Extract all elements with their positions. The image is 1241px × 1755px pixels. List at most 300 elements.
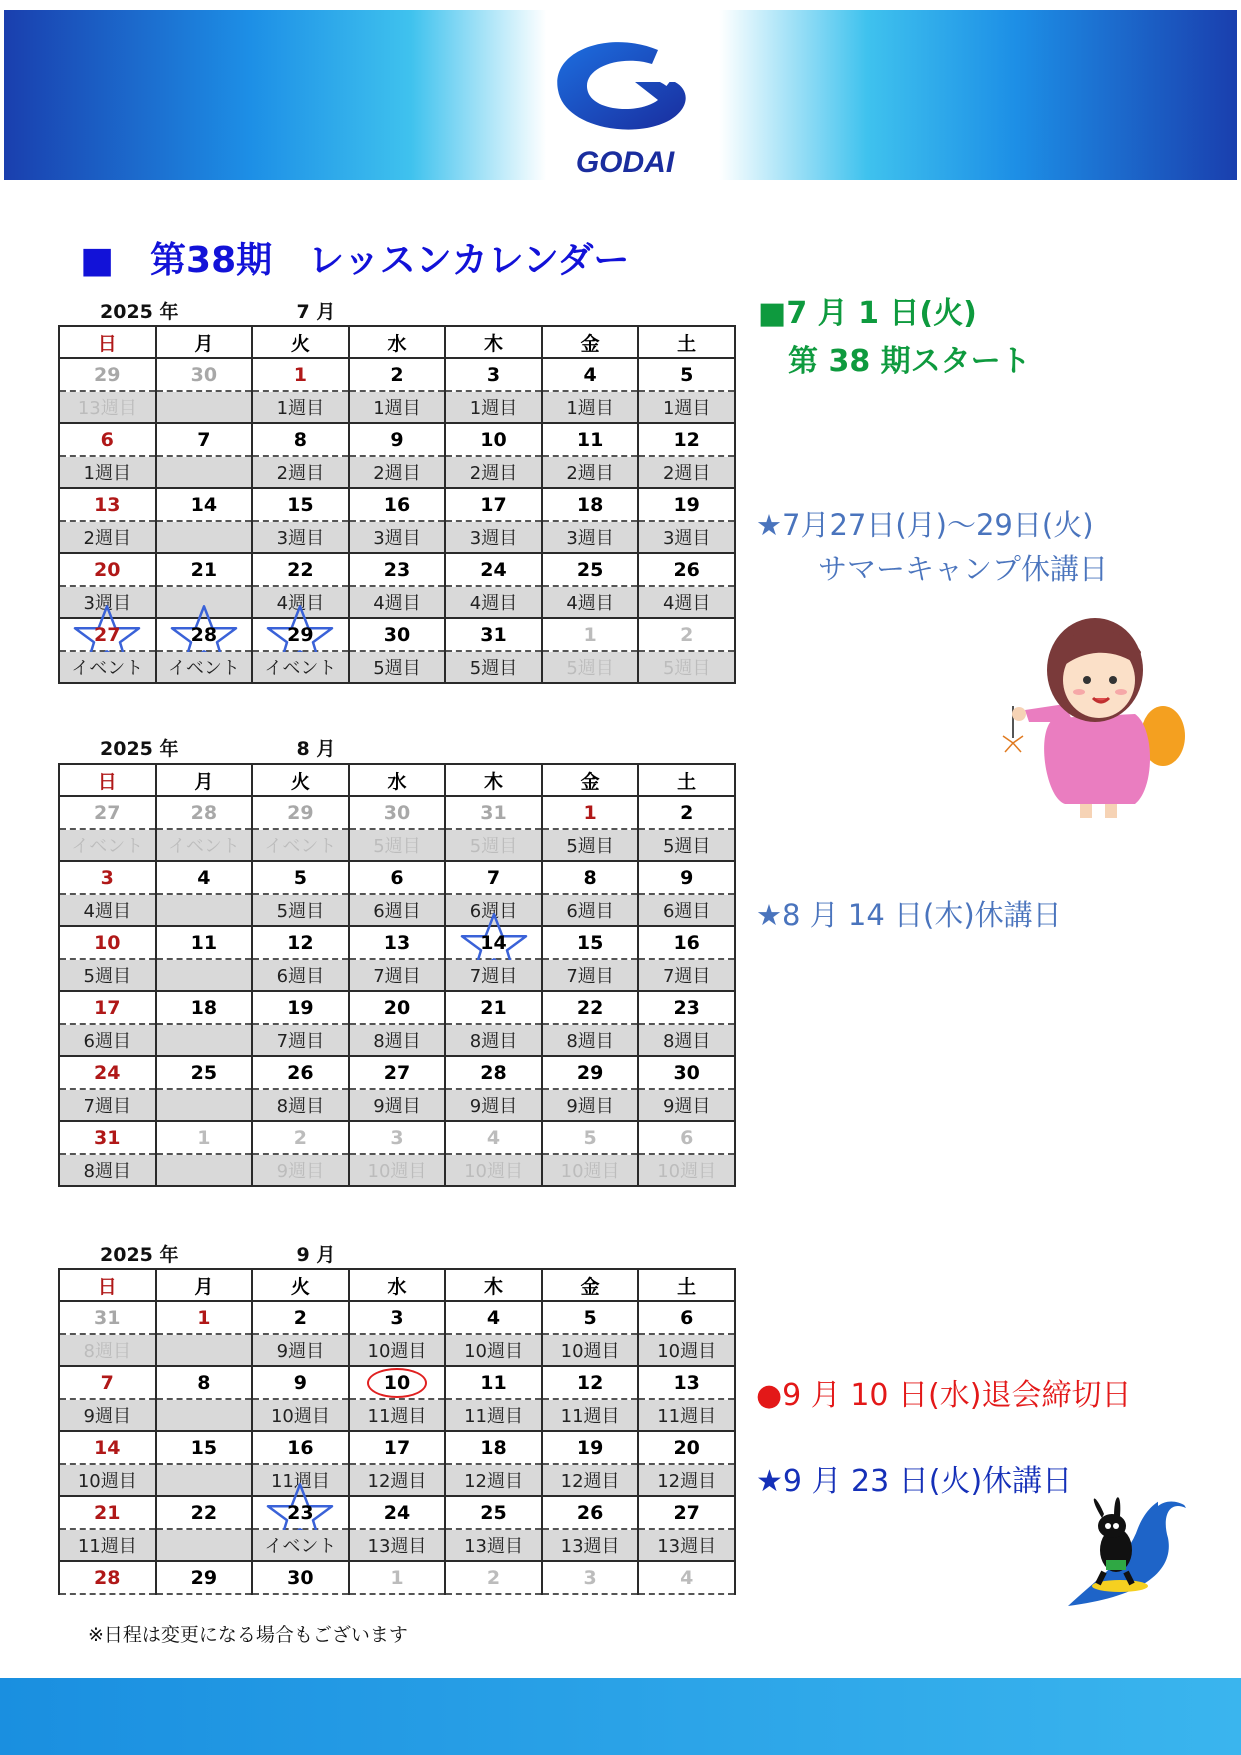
day-cell (59, 618, 156, 651)
week-label-cell: 5週目 (349, 651, 446, 683)
day-cell (349, 553, 446, 586)
day-number: 18 (576, 493, 604, 516)
day-cell (252, 1301, 349, 1334)
day-number: 21 (190, 558, 218, 581)
week-label-cell: 11週目 (638, 1399, 735, 1431)
week-label-cell: 8週目 (59, 1334, 156, 1366)
day-cell (252, 861, 349, 894)
day-number: 14 (480, 931, 507, 954)
week-label-cell: 3週目 (252, 521, 349, 553)
weekday-thu: 木 (445, 1269, 542, 1301)
day-cell (638, 926, 735, 959)
week-label-cell (156, 521, 253, 553)
week-label-cell: 7週目 (638, 959, 735, 991)
day-number: 29 (576, 1061, 604, 1084)
day-cell (156, 618, 253, 651)
week-label-cell: 5週目 (542, 651, 639, 683)
day-cell (542, 553, 639, 586)
day-number: 30 (383, 623, 411, 646)
day-cell (156, 796, 253, 829)
day-cell (349, 1496, 446, 1529)
month-heading-july: 2025 年 7 月 (100, 301, 336, 323)
day-number: 3 (100, 866, 114, 889)
day-cell (638, 1121, 735, 1154)
weekday-sun: 日 (59, 1269, 156, 1301)
august-holiday-note: ★8 月 14 日(木)休講日 (756, 898, 1062, 932)
day-cell (252, 796, 349, 829)
day-number: 17 (383, 1436, 411, 1459)
day-number: 28 (94, 1566, 121, 1589)
day-cell (59, 796, 156, 829)
day-number: 23 (383, 558, 411, 581)
week-label-cell: 13週目 (349, 1529, 446, 1561)
day-number: 23 (673, 996, 700, 1019)
week-label-cell: 6週目 (252, 959, 349, 991)
week-label-cell: 9週目 (59, 1399, 156, 1431)
weekday-tue: 火 (252, 1269, 349, 1301)
calendar-july (58, 325, 736, 684)
day-number: 16 (383, 493, 411, 516)
day-number: 10 (383, 1371, 411, 1394)
day-cell (445, 796, 542, 829)
day-number: 17 (94, 996, 121, 1019)
week-label-cell: 10週目 (445, 1154, 542, 1186)
day-cell (252, 1431, 349, 1464)
day-cell (638, 861, 735, 894)
day-number: 4 (486, 1306, 501, 1329)
day-number: 12 (576, 1371, 604, 1394)
week-label-cell: 13週目 (542, 1529, 639, 1561)
september-holiday-note: ★9 月 23 日(火)休講日 (756, 1464, 1073, 1499)
day-number: 6 (680, 1306, 694, 1329)
week-label-cell: 12週目 (349, 1464, 446, 1496)
day-number: 31 (94, 1126, 121, 1149)
day-cell (638, 358, 735, 391)
week-label-cell: イベント (59, 651, 156, 683)
day-cell (638, 618, 735, 651)
day-number: 1 (197, 1126, 211, 1149)
weekday-tue: 火 (252, 764, 349, 796)
footer-bar (0, 1678, 1241, 1755)
day-number: 20 (383, 996, 411, 1019)
weekday-sun: 日 (59, 764, 156, 796)
day-number: 25 (480, 1501, 507, 1524)
day-number: 27 (94, 623, 121, 646)
weekday-fri: 金 (542, 326, 639, 358)
day-number: 1 (390, 1566, 404, 1589)
week-label-cell: 12週目 (638, 1464, 735, 1496)
day-number: 29 (190, 1566, 218, 1589)
week-label-cell: イベント (59, 829, 156, 861)
week-label-cell: 6週目 (59, 1024, 156, 1056)
day-number: 3 (390, 1126, 404, 1149)
day-cell (445, 991, 542, 1024)
day-number: 7 (100, 1371, 114, 1394)
weekday-fri: 金 (542, 764, 639, 796)
week-label-cell: 2週目 (542, 456, 639, 488)
week-label-cell: 4週目 (252, 586, 349, 618)
week-label-cell: イベント (156, 829, 253, 861)
day-number: 10 (94, 931, 121, 954)
day-number: 14 (94, 1436, 121, 1459)
week-label-cell: 4週目 (349, 586, 446, 618)
day-cell (252, 488, 349, 521)
week-label-cell (156, 1089, 253, 1121)
day-number: 4 (486, 1126, 501, 1149)
week-label-cell: 13週目 (59, 391, 156, 423)
day-number: 2 (680, 801, 694, 824)
week-label-cell: 11週目 (445, 1399, 542, 1431)
week-label-cell: 7週目 (252, 1024, 349, 1056)
week-label-cell: 5週目 (638, 651, 735, 683)
day-cell (59, 1121, 156, 1154)
weekday-sun: 日 (59, 326, 156, 358)
day-cell (638, 488, 735, 521)
week-label-cell: 7週目 (445, 959, 542, 991)
week-label-cell: 6週目 (445, 894, 542, 926)
day-number: 20 (94, 558, 121, 581)
day-cell (542, 796, 639, 829)
godai-logo (540, 32, 710, 182)
day-cell (59, 553, 156, 586)
week-label-cell: 6週目 (349, 894, 446, 926)
withdraw-deadline-note: ●9 月 10 日(水)退会締切日 (756, 1378, 1132, 1413)
day-number: 12 (673, 428, 700, 451)
day-cell (349, 1431, 446, 1464)
day-number: 25 (190, 1061, 218, 1084)
day-number: 22 (287, 558, 314, 581)
day-number: 6 (680, 1126, 694, 1149)
day-number: 19 (287, 996, 314, 1019)
week-label-cell: 12週目 (542, 1464, 639, 1496)
day-number: 29 (287, 801, 314, 824)
week-label-cell: 1週目 (638, 391, 735, 423)
day-number: 5 (293, 866, 308, 889)
week-label-cell: 4週目 (638, 586, 735, 618)
week-label-cell (156, 1334, 253, 1366)
day-cell (349, 618, 446, 651)
day-cell (445, 618, 542, 651)
day-number: 31 (480, 801, 507, 824)
day-number: 4 (197, 866, 211, 889)
week-label-cell: 6週目 (638, 894, 735, 926)
day-cell (59, 1496, 156, 1529)
day-cell (542, 1561, 639, 1594)
day-cell (445, 1121, 542, 1154)
weekday-mon: 月 (156, 1269, 253, 1301)
girl-sparkler-illustration (995, 618, 1185, 818)
day-cell (156, 1301, 253, 1334)
week-label-cell: 5週目 (638, 829, 735, 861)
week-label-cell: 5週目 (349, 829, 446, 861)
day-cell (445, 926, 542, 959)
day-number: 5 (583, 1306, 597, 1329)
day-number: 6 (100, 428, 114, 451)
day-cell (445, 1056, 542, 1089)
week-label-cell: 8週目 (638, 1024, 735, 1056)
week-label-cell: 5週目 (445, 829, 542, 861)
day-number: 2 (390, 363, 404, 386)
day-cell (638, 1496, 735, 1529)
week-label-cell: 10週目 (445, 1334, 542, 1366)
day-number: 2 (293, 1306, 308, 1329)
day-cell (638, 796, 735, 829)
day-number: 7 (486, 866, 501, 889)
day-cell (638, 1301, 735, 1334)
week-label-cell: 2週目 (252, 456, 349, 488)
day-cell (59, 991, 156, 1024)
day-number: 13 (673, 1371, 700, 1394)
day-number: 8 (197, 1371, 211, 1394)
week-label-cell: 1週目 (542, 391, 639, 423)
day-number: 8 (583, 866, 597, 889)
weekday-fri: 金 (542, 1269, 639, 1301)
day-cell (349, 1121, 446, 1154)
week-label-cell: 7週目 (542, 959, 639, 991)
day-cell (252, 553, 349, 586)
day-number: 9 (680, 866, 694, 889)
week-label-cell: 5週目 (59, 959, 156, 991)
day-cell (349, 796, 446, 829)
week-label-cell: 9週目 (638, 1089, 735, 1121)
day-cell (542, 358, 639, 391)
day-number: 28 (190, 801, 218, 824)
day-cell (349, 1366, 446, 1399)
day-cell (445, 1301, 542, 1334)
day-cell (156, 991, 253, 1024)
day-cell (349, 488, 446, 521)
day-cell (638, 1431, 735, 1464)
day-cell (59, 1301, 156, 1334)
day-cell (542, 423, 639, 456)
week-label-cell: 5週目 (445, 651, 542, 683)
weekday-wed: 水 (349, 326, 446, 358)
day-number: 11 (190, 931, 218, 954)
week-label-cell: イベント (252, 651, 349, 683)
day-number: 1 (293, 363, 308, 386)
week-label-cell (156, 586, 253, 618)
day-cell (252, 358, 349, 391)
weekday-sat: 土 (638, 764, 735, 796)
week-label-cell (156, 894, 253, 926)
week-label-cell: 3週目 (349, 521, 446, 553)
weekday-thu: 木 (445, 326, 542, 358)
weekday-wed: 水 (349, 1269, 446, 1301)
day-number: 1 (583, 623, 597, 646)
day-cell (445, 1366, 542, 1399)
week-label-cell: 13週目 (445, 1529, 542, 1561)
day-number: 26 (673, 558, 700, 581)
week-label-cell: 10週目 (349, 1334, 446, 1366)
week-label-cell: イベント (252, 829, 349, 861)
day-number: 3 (583, 1566, 597, 1589)
brand-name: GODAI (575, 146, 675, 179)
week-label-cell (156, 959, 253, 991)
day-cell (156, 1496, 253, 1529)
day-cell (445, 553, 542, 586)
week-label-cell: 11週目 (252, 1464, 349, 1496)
week-label-cell: 3週目 (542, 521, 639, 553)
day-cell (252, 926, 349, 959)
week-label-cell: 2週目 (349, 456, 446, 488)
day-cell (59, 1056, 156, 1089)
day-cell (59, 488, 156, 521)
day-number: 13 (383, 931, 411, 954)
day-number: 30 (190, 363, 218, 386)
day-number: 6 (390, 866, 404, 889)
week-label-cell: 8週目 (445, 1024, 542, 1056)
month-heading-september: 2025 年 9 月 (100, 1244, 336, 1266)
week-label-cell: 8週目 (542, 1024, 639, 1056)
day-number: 11 (480, 1371, 507, 1394)
day-cell (252, 423, 349, 456)
day-cell (638, 1056, 735, 1089)
day-cell (349, 991, 446, 1024)
day-cell (59, 926, 156, 959)
week-label-cell: 8週目 (59, 1154, 156, 1186)
week-label-cell: 4週目 (59, 894, 156, 926)
day-cell (59, 358, 156, 391)
day-number: 31 (94, 1306, 121, 1329)
week-label-cell: 10週目 (638, 1154, 735, 1186)
day-number: 7 (197, 428, 211, 451)
calendar-august (58, 763, 736, 1187)
day-number: 24 (383, 1501, 411, 1524)
day-number: 2 (486, 1566, 501, 1589)
day-cell (59, 1561, 156, 1594)
day-cell (542, 488, 639, 521)
weekday-sat: 土 (638, 326, 735, 358)
day-number: 19 (576, 1436, 604, 1459)
day-number: 29 (287, 623, 314, 646)
day-number: 3 (486, 363, 501, 386)
day-number: 15 (287, 493, 314, 516)
week-label-cell: イベント (252, 1529, 349, 1561)
day-cell (542, 1366, 639, 1399)
day-number: 23 (287, 1501, 314, 1524)
day-number: 8 (293, 428, 308, 451)
week-label-cell: 4週目 (542, 586, 639, 618)
day-cell (156, 1056, 253, 1089)
week-label-cell: 12週目 (445, 1464, 542, 1496)
day-cell (59, 1431, 156, 1464)
day-cell (638, 553, 735, 586)
day-number: 15 (190, 1436, 218, 1459)
day-cell (445, 358, 542, 391)
week-label-cell: 3週目 (445, 521, 542, 553)
week-label-cell (156, 1529, 253, 1561)
week-label-cell: 10週目 (252, 1399, 349, 1431)
day-cell (252, 618, 349, 651)
week-label-cell (156, 391, 253, 423)
day-cell (252, 1561, 349, 1594)
week-label-cell: 2週目 (445, 456, 542, 488)
day-number: 22 (190, 1501, 218, 1524)
footnote: ※日程は変更になる場合もございます (88, 1624, 408, 1646)
day-cell (445, 861, 542, 894)
week-label-cell: 7週目 (59, 1089, 156, 1121)
week-label-cell: 11週目 (542, 1399, 639, 1431)
day-cell (59, 1366, 156, 1399)
week-label-cell (156, 1154, 253, 1186)
day-cell (542, 861, 639, 894)
month-heading-august: 2025 年 8 月 (100, 738, 336, 760)
day-number: 27 (673, 1501, 700, 1524)
day-cell (349, 926, 446, 959)
day-number: 22 (576, 996, 604, 1019)
day-number: 27 (383, 1061, 411, 1084)
day-cell (542, 1431, 639, 1464)
day-number: 14 (190, 493, 218, 516)
week-label-cell: 1週目 (59, 456, 156, 488)
day-number: 5 (680, 363, 694, 386)
weekday-wed: 水 (349, 764, 446, 796)
day-cell (542, 991, 639, 1024)
week-label-cell (156, 1464, 253, 1496)
day-number: 25 (576, 558, 604, 581)
day-number: 30 (673, 1061, 700, 1084)
day-number: 16 (673, 931, 700, 954)
day-number: 24 (480, 558, 507, 581)
day-number: 10 (480, 428, 507, 451)
week-label-cell: 8週目 (349, 1024, 446, 1056)
day-cell (445, 488, 542, 521)
week-label-cell: 1週目 (252, 391, 349, 423)
week-label-cell (156, 456, 253, 488)
day-cell (542, 1496, 639, 1529)
day-cell (542, 926, 639, 959)
day-cell (638, 423, 735, 456)
week-label-cell: 10週目 (59, 1464, 156, 1496)
week-label-cell: イベント (156, 651, 253, 683)
day-cell (542, 618, 639, 651)
day-cell (445, 1431, 542, 1464)
page-title: ■ 第38期 レッスンカレンダー (80, 240, 630, 281)
week-label-cell: 9週目 (445, 1089, 542, 1121)
day-cell (252, 1056, 349, 1089)
day-cell (156, 1431, 253, 1464)
day-number: 13 (94, 493, 121, 516)
day-number: 3 (390, 1306, 404, 1329)
day-cell (349, 861, 446, 894)
day-cell (156, 423, 253, 456)
week-label-cell: 4週目 (445, 586, 542, 618)
day-number: 26 (576, 1501, 604, 1524)
summer-camp-note: ★7月27日(月)～29日(火) サマーキャンプ休講日 (756, 508, 1109, 586)
week-label-cell: 11週目 (349, 1399, 446, 1431)
day-cell (445, 1561, 542, 1594)
week-label-cell: 7週目 (349, 959, 446, 991)
day-cell (349, 1301, 446, 1334)
day-number: 30 (287, 1566, 314, 1589)
day-cell (156, 1121, 253, 1154)
week-label-cell (156, 1399, 253, 1431)
day-number: 4 (680, 1566, 694, 1589)
week-label-cell: 9週目 (252, 1334, 349, 1366)
weekday-tue: 火 (252, 326, 349, 358)
day-cell (156, 861, 253, 894)
day-number: 27 (94, 801, 121, 824)
week-label-cell: 8週目 (252, 1089, 349, 1121)
day-cell (156, 926, 253, 959)
day-cell (156, 358, 253, 391)
day-number: 18 (480, 1436, 507, 1459)
day-number: 28 (190, 623, 218, 646)
day-cell (445, 1496, 542, 1529)
day-number: 20 (673, 1436, 700, 1459)
day-cell (349, 358, 446, 391)
day-cell (349, 1056, 446, 1089)
